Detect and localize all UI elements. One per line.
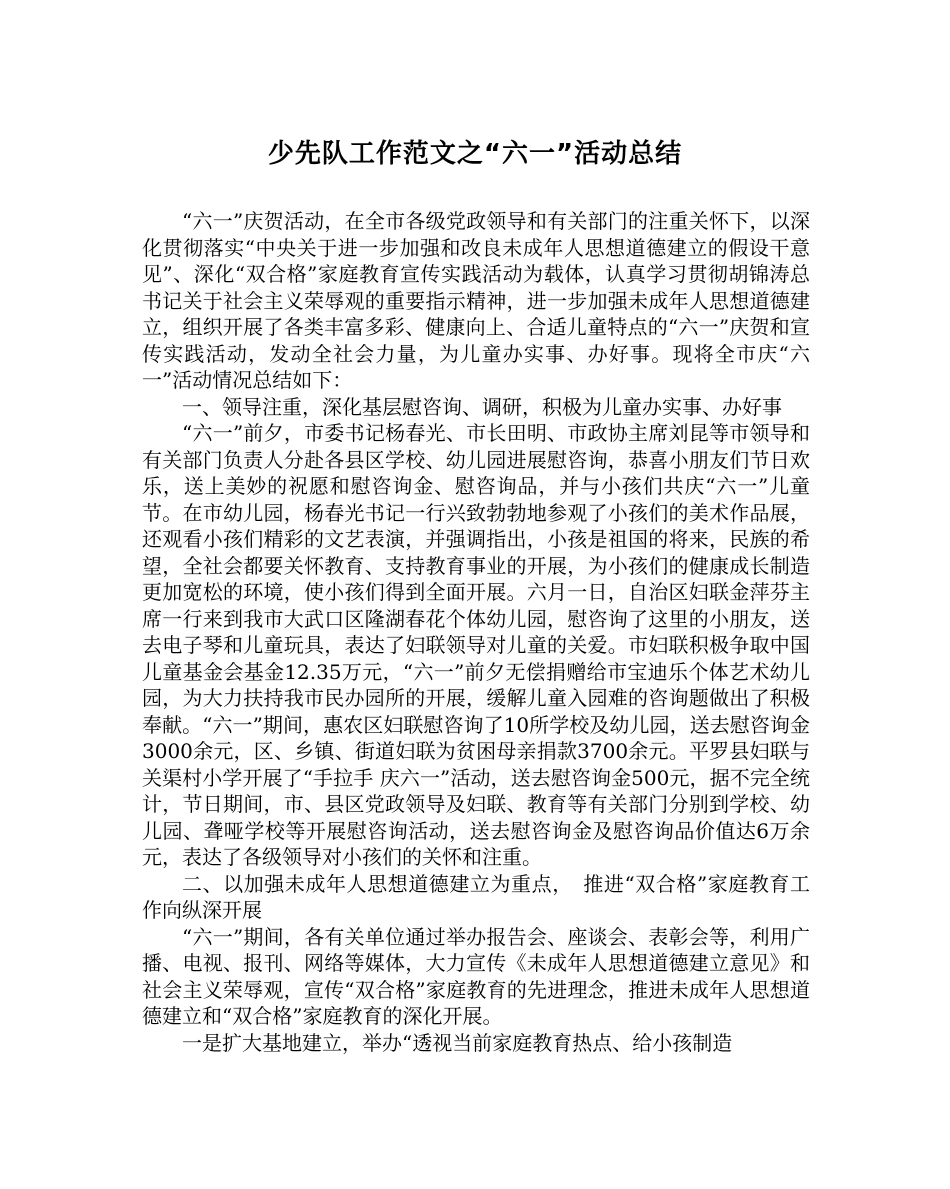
document-title: 少先队工作范文之“六一”活动总结 xyxy=(267,139,683,169)
section-heading-2: 二、以加强未成年人思想道德建立为重点， 推进“双合格”家庭教育工作向纵深开展 xyxy=(142,871,810,922)
paragraph-section-1: “六一”前夕，市委书记杨春光、市长田明、市政协主席刘昆等市领导和有关部门负责人分赴各县区学校、幼儿园进展慰咨询，恭喜小朋友们节日欢乐，送上美妙的祝愿和慰咨询金、慰咨询品，并与小孩们共庆“六一”儿童节。在市幼儿园，杨春光书记一行兴致勃勃地参观了小孩们的美术作品展，还观看小孩们精彩的文艺表演，并强调指出，小孩是祖国的将来，民族的希望，全社会都要关怀教育、支持教育事业的开展，为小孩们的健康成长制造更加宽松的环境，使小孩们得到全面开展。六月一日，自治区妇联金萍芬主席一行来到我市大武口区隆湖春花个体幼儿园，慰咨询了这里的小朋友，送去电子琴和儿童玩具，表达了妇联领导对儿童的关爱。市妇联积极争取中国儿童基金会基金12.35万元，“六一”前夕无偿捐赠给市宝迪乐个体艺术幼儿园，为大力扶持我市民办园所的开展，缓解儿童入园难的咨询题做出了积极奉献。“六一”期间，惠农区妇联慰咨询了10所学校及幼儿园，送去慰咨询金3000余元，区、乡镇、街道妇联为贫困母亲捐款3700余元。平罗县妇联与关渠村小学开展了“手拉手 庆六一”活动，送去慰咨询金500元，据不完全统计，节日期间，市、县区党政领导及妇联、教育等有关部门分别到学校、幼儿园、聋哑学校等开展慰咨询活动，送去慰咨询金及慰咨询品价值达6万余元，表达了各级领导对小孩们的关怀和注重。 xyxy=(142,421,810,869)
paragraph-section-2: “六一”期间，各有关单位通过举办报告会、座谈会、表彰会等，利用广播、电视、报刊、网络等媒体，大力宣传《未成年人思想道德建立意见》和社会主义荣辱观，宣传“双合格”家庭教育的先进理念，推进未成年人思想道德建立和“双合格”家庭教育的深化开展。 xyxy=(142,924,810,1028)
section-heading-1: 一、领导注重，深化基层慰咨询、调研，积极为儿童办实事、办好事 xyxy=(182,394,782,419)
paragraph-section-2-point-1: 一是扩大基地建立，举办“透视当前家庭教育热点、给小孩制造 xyxy=(182,1030,733,1055)
paragraph-intro: “六一”庆贺活动，在全市各级党政领导和有关部门的注重关怀下，以深化贯彻落实“中央关于进一步加强和改良未成年人思想道德建立的假设干意见”、深化“双合格”家庭教育宣传实践活动为载体，认真学习贯彻胡锦涛总书记关于社会主义荣辱观的重要指示精神，进一步加强未成年人思想道德建立，组织开展了各类丰富多彩、健康向上、合适儿童特点的“六一”庆贺和宣传实践活动，发动全社会力量，为儿童办实事、办好事。现将全市庆“六一”活动情况总结如下： xyxy=(142,209,810,392)
document-body xyxy=(142,208,810,1056)
